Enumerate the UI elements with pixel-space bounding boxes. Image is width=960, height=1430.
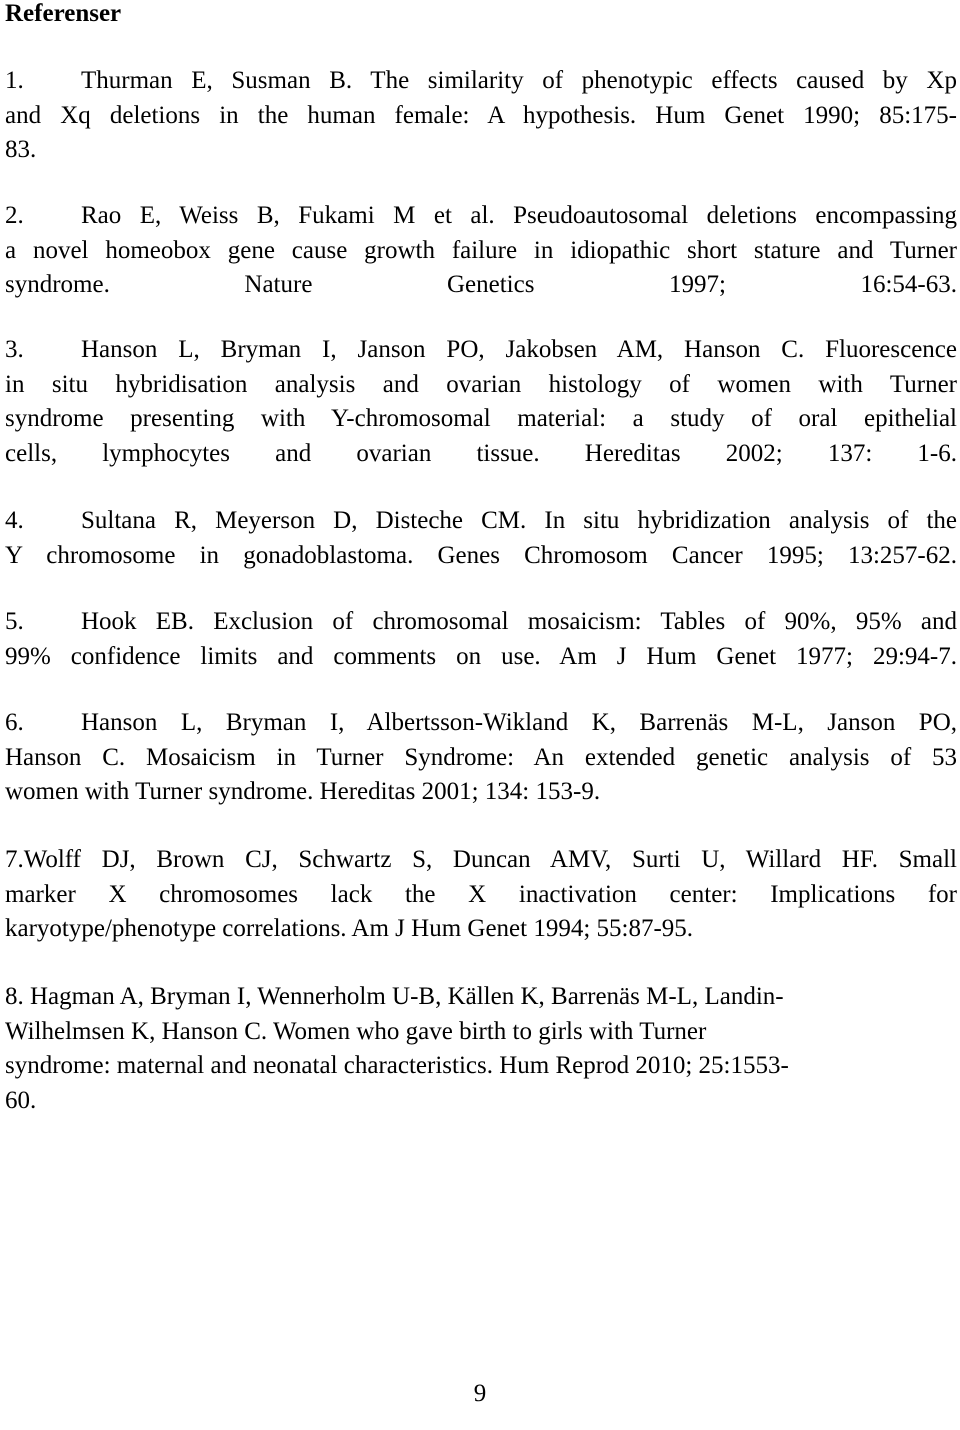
reference-line: cells, lymphocytes and ovarian tissue. Hereditas 2002; 137: 1-6. [5,439,957,467]
reference-line: in situ hybridisation analysis and ovarian histology of women with Turner [5,370,957,398]
reference-item-3 [5,333,957,471]
page-heading: Referenser [5,0,122,27]
reference-line: Hanson C. Mosaicism in Turner Syndrome: An extended genetic analysis of 53 [5,743,957,771]
reference-line: Wilhelmsen K, Hanson C. Women who gave birth to girls with Turner [5,1017,707,1045]
reference-item-6 [5,706,957,810]
reference-number: 1. [5,67,24,94]
reference-line: syndrome. Nature Genetics 1997; 16:54-63. [5,271,957,298]
reference-text: Wolff DJ, Brown CJ, Schwartz S, Duncan AMV, Surti U, Willard HF. Small [23,846,957,873]
reference-text: Hook EB. Exclusion of chromosomal mosaicism: Tables of 90%, 95% and [81,608,957,635]
reference-line: marker X chromosomes lack the X inactivation center: Implications for [5,880,957,908]
reference-item-7 [5,843,957,947]
reference-line [5,605,957,640]
reference-number: 8. [5,983,24,1010]
reference-item-8 [5,980,957,1118]
reference-line [5,504,957,539]
reference-item-4 [5,504,957,573]
reference-line: syndrome: maternal and neonatal characteristics. Hum Reprod 2010; 25:1553- [5,1052,789,1079]
reference-number: 7. [5,846,24,873]
reference-number: 4. [5,507,24,534]
reference-number: 6. [5,709,24,736]
reference-item-1 [5,64,957,168]
reference-line: 83. [5,136,37,163]
reference-number: 2. [5,202,24,229]
reference-text: Hanson L, Bryman I, Albertsson-Wikland K, Barrenäs M-L, Janson PO, [81,709,957,736]
reference-text: Thurman E, Susman B. The similarity of phenotypic effects caused by Xp [81,67,957,94]
reference-line [5,64,957,99]
reference-line [5,980,957,1015]
reference-line: 99% confidence limits and comments on use. Am J Hum Genet 1977; 29:94-7. [5,642,957,670]
reference-number: 3. [5,336,24,363]
reference-line: a novel homeobox gene cause growth failure in idiopathic short stature and Turner [5,236,957,264]
reference-line: syndrome presenting with Y-chromosomal material: a study of oral epithelial [5,405,957,432]
reference-line [5,843,957,878]
reference-line [5,706,957,741]
reference-line: women with Turner syndrome. Hereditas 2001; 134: 153-9. [5,778,601,805]
reference-item-2 [5,199,957,303]
reference-line: Y chromosome in gonadoblastoma. Genes Chromosom Cancer 1995; 13:257-62. [5,541,957,569]
reference-text: Hanson L, Bryman I, Janson PO, Jakobsen AM, Hanson C. Fluorescence [81,336,957,363]
document-page [5,0,955,1430]
page-number: 9 [473,1380,487,1407]
reference-text: Hagman A, Bryman I, Wennerholm U-B, Källen K, Barrenäs M-L, Landin- [30,983,784,1010]
reference-line [5,199,957,234]
reference-line: and Xq deletions in the human female: A hypothesis. Hum Genet 1990; 85:175- [5,101,957,129]
reference-line: 60. [5,1086,37,1114]
reference-item-5 [5,605,957,674]
reference-text: Rao E, Weiss B, Fukami M et al. Pseudoautosomal deletions encompassing [81,202,957,229]
reference-line: karyotype/phenotype correlations. Am J Hum Genet 1994; 55:87-95. [5,915,694,942]
reference-text: Sultana R, Meyerson D, Disteche CM. In situ hybridization analysis of the [81,507,957,534]
reference-line [5,333,957,368]
reference-number: 5. [5,608,24,635]
